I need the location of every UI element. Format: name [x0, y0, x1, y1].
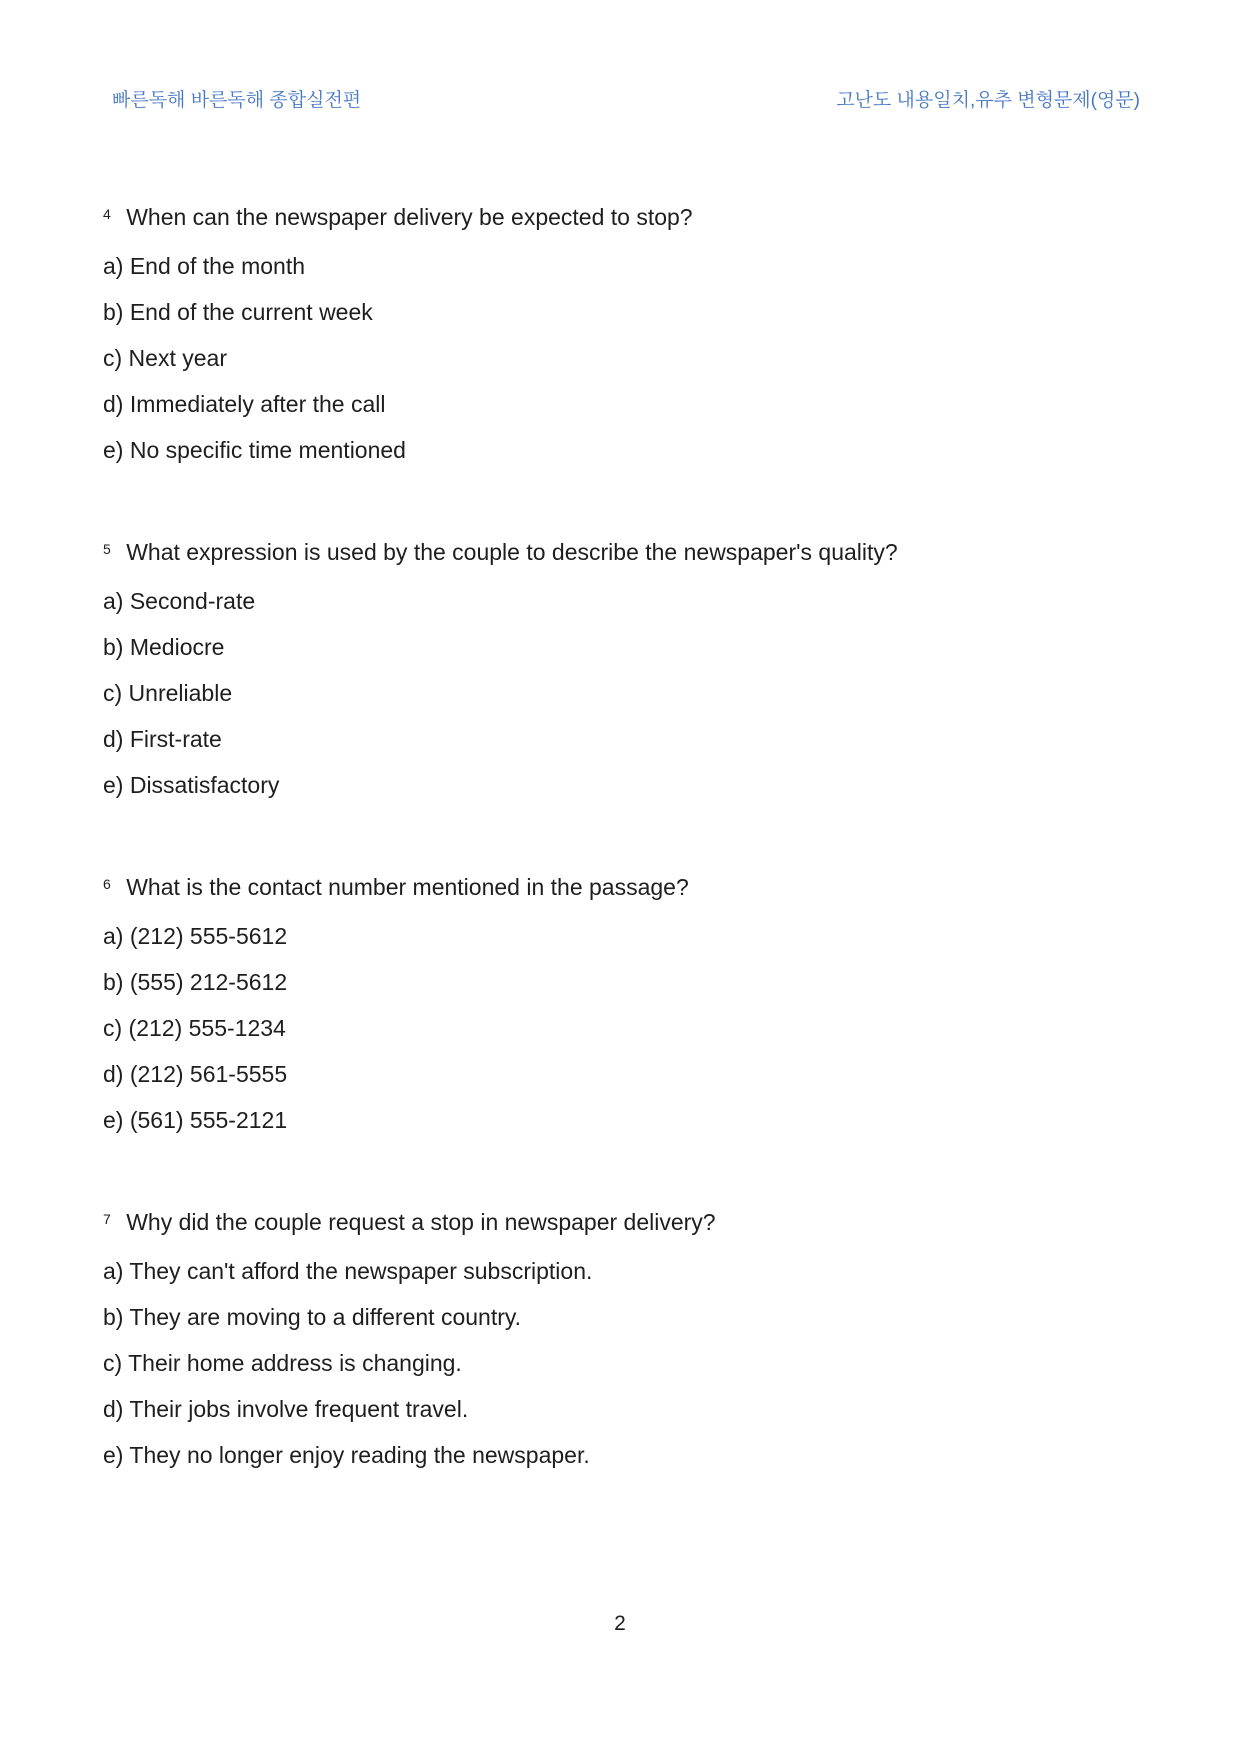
question-title	[103, 194, 1140, 243]
question-number: 5	[103, 540, 111, 557]
question-block-5	[103, 529, 1140, 808]
answer-option: d) First-rate	[103, 726, 222, 752]
page-header	[0, 0, 1240, 114]
answer-option: b) End of the current week	[103, 299, 373, 325]
answer-option: a) End of the month	[103, 253, 306, 279]
question-text: What expression is used by the couple to describe the newspaper's quality?	[126, 539, 898, 565]
answer-option: c) Next year	[103, 345, 227, 371]
page-footer	[0, 1612, 1240, 1636]
header-left-title: 빠른독해 바른독해 종합실전편	[112, 90, 362, 111]
question-block-7	[103, 1199, 1140, 1478]
answer-option: e) (561) 555-2121	[103, 1107, 288, 1133]
question-title	[103, 864, 1140, 913]
question-title	[103, 529, 1140, 578]
answer-option: d) Their jobs involve frequent travel.	[103, 1396, 469, 1422]
question-text: What is the contact number mentioned in the passage?	[126, 874, 689, 900]
question-block-6	[103, 864, 1140, 1143]
page-number: 2	[614, 1612, 626, 1635]
answer-option: d) Immediately after the call	[103, 391, 386, 417]
answer-option: c) Their home address is changing.	[103, 1350, 462, 1376]
answer-option: e) Dissatisfactory	[103, 772, 280, 798]
answer-option: a) (212) 555-5612	[103, 923, 288, 949]
answer-option: e) They no longer enjoy reading the newspaper.	[103, 1442, 590, 1468]
question-number: 6	[103, 875, 111, 892]
answer-option: b) (555) 212-5612	[103, 969, 288, 995]
answer-option: a) Second-rate	[103, 588, 256, 614]
answer-option: e) No specific time mentioned	[103, 437, 406, 463]
question-title	[103, 1199, 1140, 1248]
answer-option: c) Unreliable	[103, 680, 233, 706]
questions-section	[0, 114, 1240, 1478]
question-number: 7	[103, 1210, 111, 1227]
question-text: Why did the couple request a stop in newspaper delivery?	[126, 1209, 716, 1235]
answer-option: a) They can't afford the newspaper subscription.	[103, 1258, 593, 1284]
answer-option: b) They are moving to a different country.	[103, 1304, 522, 1330]
answer-option: d) (212) 561-5555	[103, 1061, 288, 1087]
answer-option: b) Mediocre	[103, 634, 225, 660]
question-text: When can the newspaper delivery be expected to stop?	[126, 204, 693, 230]
header-right-title: 고난도 내용일치,유추 변형문제(영문)	[836, 90, 1140, 111]
answer-option: c) (212) 555-1234	[103, 1015, 286, 1041]
question-block-4	[103, 194, 1140, 473]
question-number: 4	[103, 205, 111, 222]
